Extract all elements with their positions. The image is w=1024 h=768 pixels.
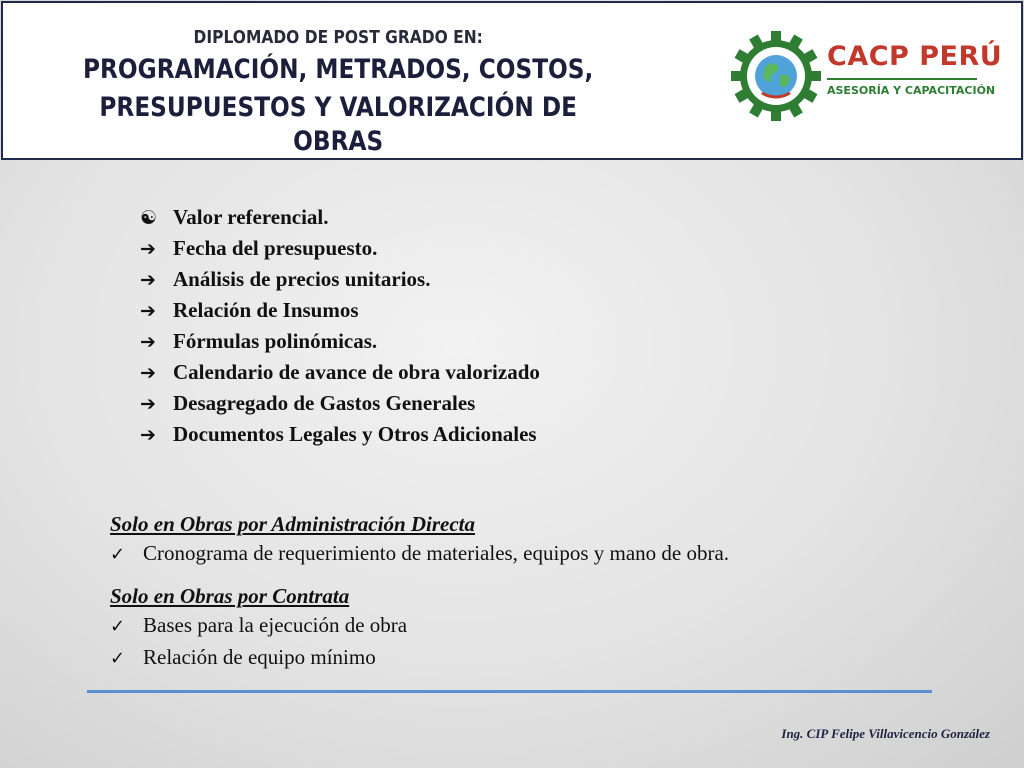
- gear-globe-icon: [731, 31, 821, 121]
- check-item-text: Bases para la ejecución de obra: [143, 613, 408, 637]
- list-item-text: Fórmulas polinómicas.: [173, 329, 378, 353]
- arrow-right-icon: ➔: [140, 362, 156, 384]
- header-banner: [1, 1, 1023, 160]
- check-item: [110, 642, 407, 674]
- yin-yang-icon: ☯: [140, 207, 158, 229]
- course-title-line-2: PRESUPUESTOS Y VALORIZACIÓN DE OBRAS: [99, 92, 577, 157]
- list-item: [140, 326, 540, 357]
- list-item: [140, 202, 540, 233]
- check-item-text: Relación de equipo mínimo: [143, 645, 376, 669]
- requirements-list: [140, 202, 540, 450]
- section-title: Solo en Obras por Contrata: [110, 584, 350, 608]
- arrow-right-icon: ➔: [140, 269, 156, 291]
- brand-underline: [827, 78, 977, 80]
- check-item-text: Cronograma de requerimiento de materiales, equipos y mano de obra.: [143, 541, 730, 565]
- arrow-right-icon: ➔: [140, 300, 156, 322]
- course-pretitle: DIPLOMADO DE POST GRADO EN:: [193, 27, 483, 48]
- course-title-line-1: PROGRAMACIÓN, METRADOS, COSTOS,: [83, 54, 594, 85]
- author-credit: Ing. CIP Felipe Villavicencio González: [781, 726, 990, 741]
- title-block: [63, 27, 613, 159]
- list-item: [140, 388, 540, 419]
- arrow-right-icon: ➔: [140, 331, 156, 353]
- list-item-text: Documentos Legales y Otros Adicionales: [173, 422, 537, 446]
- arrow-right-icon: ➔: [140, 424, 156, 446]
- list-item: [140, 419, 540, 450]
- list-item: [140, 233, 540, 264]
- arrow-right-icon: ➔: [140, 238, 156, 260]
- checkmark-icon: ✓: [110, 648, 126, 669]
- section-contrata: [110, 582, 407, 674]
- brand-name: CACP PERÚ: [827, 41, 1003, 72]
- checkmark-icon: ✓: [110, 616, 126, 637]
- list-item-text: Valor referencial.: [173, 205, 329, 229]
- list-item-text: Fecha del presupuesto.: [173, 236, 378, 260]
- list-item: [140, 295, 540, 326]
- check-item: [110, 538, 729, 570]
- check-item: [110, 610, 407, 642]
- list-item-text: Análisis de precios unitarios.: [173, 267, 431, 291]
- cacp-logo: [731, 31, 1011, 121]
- section-title: Solo en Obras por Administración Directa: [110, 512, 476, 536]
- section-administracion-directa: [110, 510, 729, 570]
- list-item-text: Desagregado de Gastos Generales: [173, 391, 476, 415]
- list-item: [140, 357, 540, 388]
- arrow-right-icon: ➔: [140, 393, 156, 415]
- checkmark-icon: ✓: [110, 544, 126, 565]
- footer-divider: [87, 690, 932, 693]
- brand-tagline: ASESORÍA Y CAPACITACIÓN: [827, 84, 996, 97]
- list-item-text: Calendario de avance de obra valorizado: [173, 360, 540, 384]
- list-item-text: Relación de Insumos: [173, 298, 359, 322]
- list-item: [140, 264, 540, 295]
